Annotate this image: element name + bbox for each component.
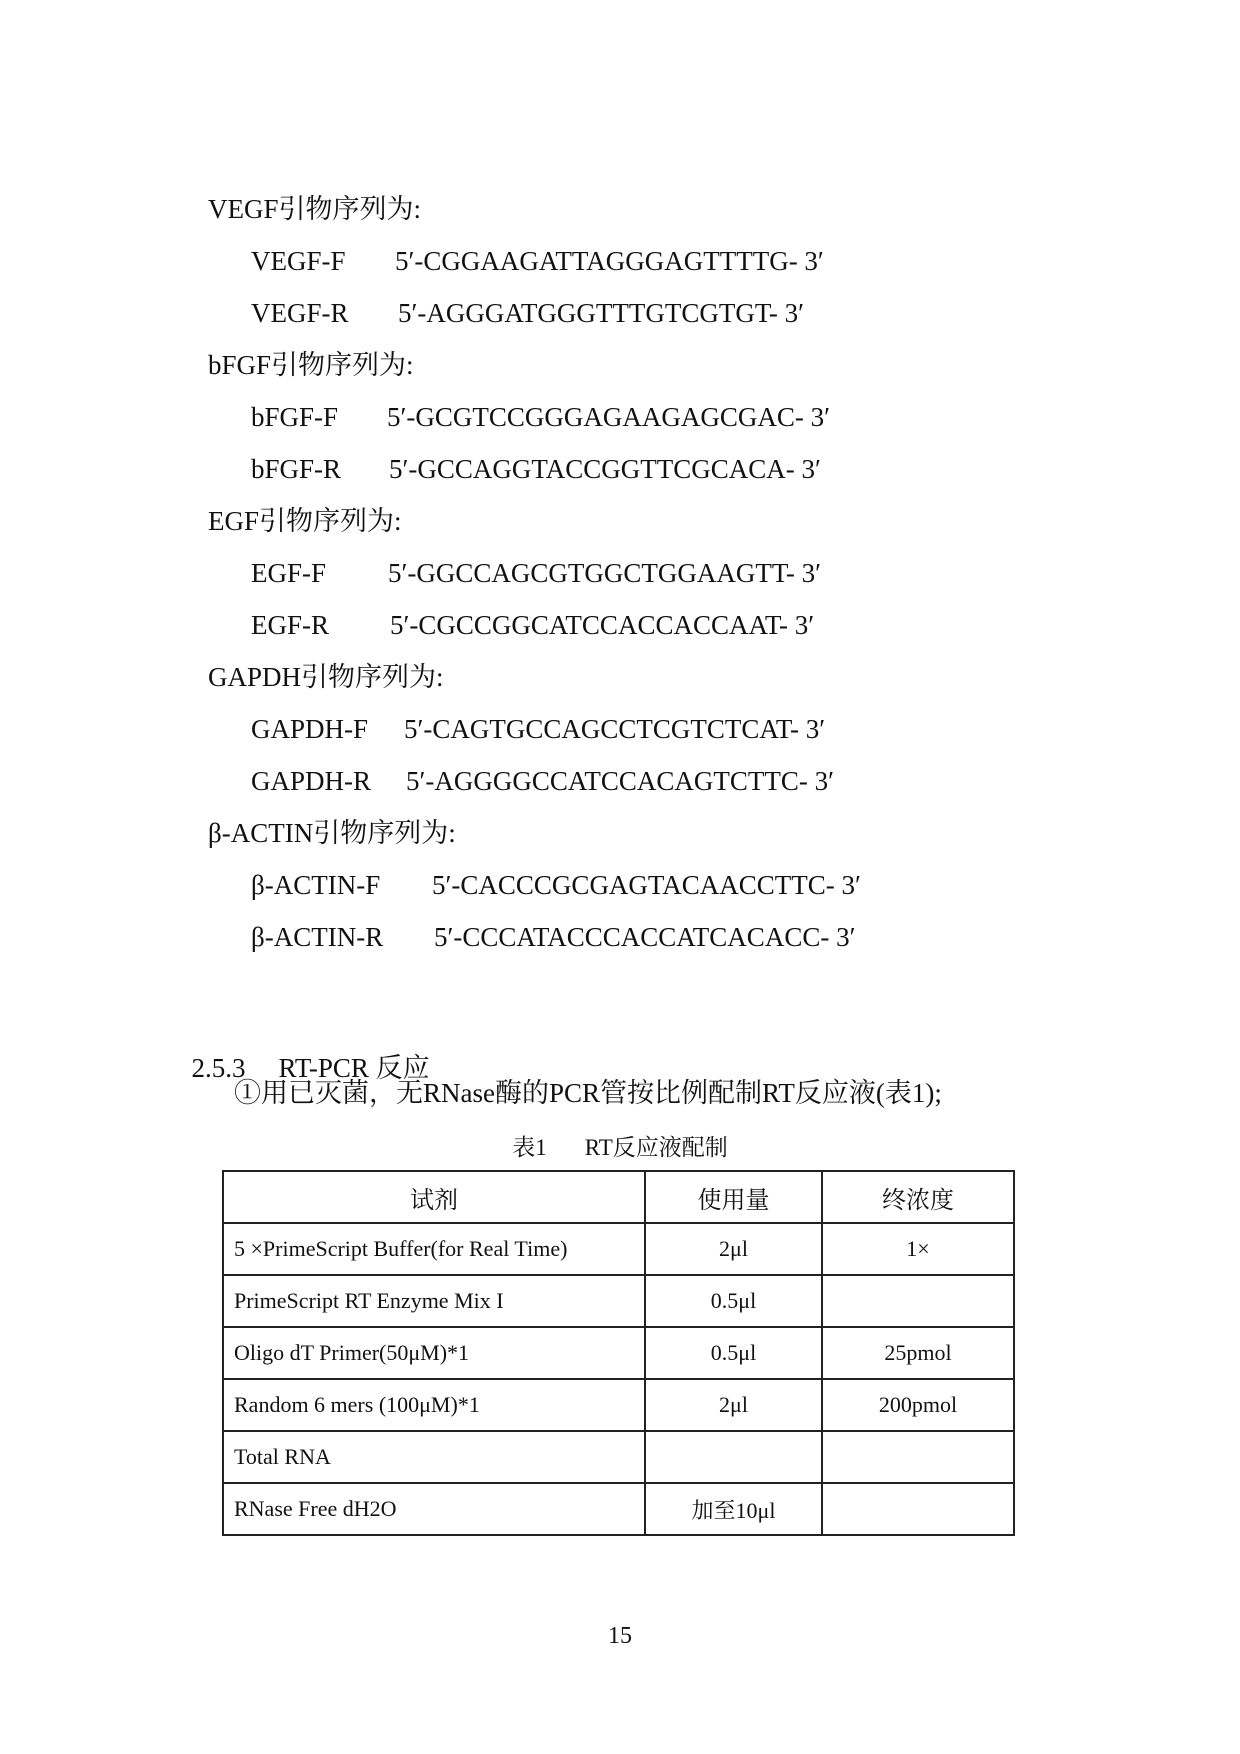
primer-name: VEGF-R (251, 298, 349, 328)
rt-reaction-table (222, 1170, 1015, 1536)
concentration-cell: 25pmol (822, 1327, 1014, 1379)
reagent-cell: PrimeScript RT Enzyme Mix I (223, 1275, 645, 1327)
primer-name: EGF-R (251, 610, 330, 640)
primer-sequence: 5′-CACCCGCGAGTACAACCTTC- 3′ (432, 870, 861, 900)
amount-cell: 0.5μl (645, 1275, 822, 1327)
primer-name: bFGF-F (251, 402, 339, 432)
amount-cell: 2μl (645, 1223, 822, 1275)
concentration-cell (822, 1431, 1014, 1483)
table-caption-title: RT反应液配制 (584, 1135, 728, 1160)
primer-sequence: 5′-GCGTCCGGGAGAAGAGCGAC- 3′ (387, 402, 831, 432)
amount-cell: 0.5μl (645, 1327, 822, 1379)
table-header-cell: 终浓度 (822, 1171, 1014, 1223)
step-paragraph: ①用已灭菌，无RNase酶的PCR管按比例配制RT反应液(表1); (234, 1078, 942, 1108)
table-row (223, 1223, 1014, 1275)
primer-name: EGF-F (251, 558, 327, 588)
primer-group-heading: β-ACTIN引物序列为: (208, 818, 456, 848)
amount-cell (645, 1431, 822, 1483)
section-number: 2.5.3 (191, 1053, 246, 1083)
table-row (223, 1275, 1014, 1327)
primer-sequence: 5′-CGGAAGATTAGGGAGTTTTG- 3′ (395, 246, 824, 276)
table-caption-label: 表1 (512, 1135, 547, 1160)
primer-group-heading: bFGF引物序列为: (208, 350, 414, 380)
concentration-cell (822, 1483, 1014, 1535)
primer-sequence: 5′-GGCCAGCGTGGCTGGAAGTT- 3′ (388, 558, 822, 588)
table-header-row (223, 1171, 1014, 1223)
table-row (223, 1379, 1014, 1431)
concentration-cell: 1× (822, 1223, 1014, 1275)
reagent-cell: Random 6 mers (100μM)*1 (223, 1379, 645, 1431)
concentration-cell: 200pmol (822, 1379, 1014, 1431)
primer-sequence: 5′-CGCCGGCATCCACCACCAAT- 3′ (390, 610, 815, 640)
table-row (223, 1431, 1014, 1483)
concentration-cell (822, 1275, 1014, 1327)
primer-name: GAPDH-F (251, 714, 369, 744)
reagent-cell: 5 ×PrimeScript Buffer(for Real Time) (223, 1223, 645, 1275)
primer-group-heading: EGF引物序列为: (208, 506, 402, 536)
primer-group-heading: VEGF引物序列为: (208, 194, 422, 224)
primer-sequence: 5′-CAGTGCCAGCCTCGTCTCAT- 3′ (404, 714, 826, 744)
amount-cell: 2μl (645, 1379, 822, 1431)
primer-group-heading: GAPDH引物序列为: (208, 662, 444, 692)
primer-name: β-ACTIN-R (251, 922, 384, 952)
table-row (223, 1327, 1014, 1379)
reagent-cell: RNase Free dH2O (223, 1483, 645, 1535)
reagent-cell: Oligo dT Primer(50μM)*1 (223, 1327, 645, 1379)
section-title: RT-PCR 反应 (278, 1053, 430, 1083)
section-heading (178, 1028, 430, 1082)
table-header-cell: 使用量 (645, 1171, 822, 1223)
table-caption (0, 1136, 1240, 1159)
primer-name: GAPDH-R (251, 766, 372, 796)
primer-sequence: 5′-GCCAGGTACCGGTTCGCACA- 3′ (389, 454, 821, 484)
page-number: 15 (608, 1623, 632, 1649)
primer-name: bFGF-R (251, 454, 342, 484)
primer-name: β-ACTIN-F (251, 870, 381, 900)
amount-cell: 加至10μl (645, 1483, 822, 1535)
primer-sequence: 5′-CCCATACCCACCATCACACC- 3′ (434, 922, 856, 952)
table-row (223, 1483, 1014, 1535)
primer-name: VEGF-F (251, 246, 346, 276)
primer-sequence: 5′-AGGGGCCATCCACAGTCTTC- 3′ (406, 766, 835, 796)
reagent-cell: Total RNA (223, 1431, 645, 1483)
table-header-cell: 试剂 (223, 1171, 645, 1223)
primer-sequence: 5′-AGGGATGGGTTTGTCGTGT- 3′ (398, 298, 805, 328)
